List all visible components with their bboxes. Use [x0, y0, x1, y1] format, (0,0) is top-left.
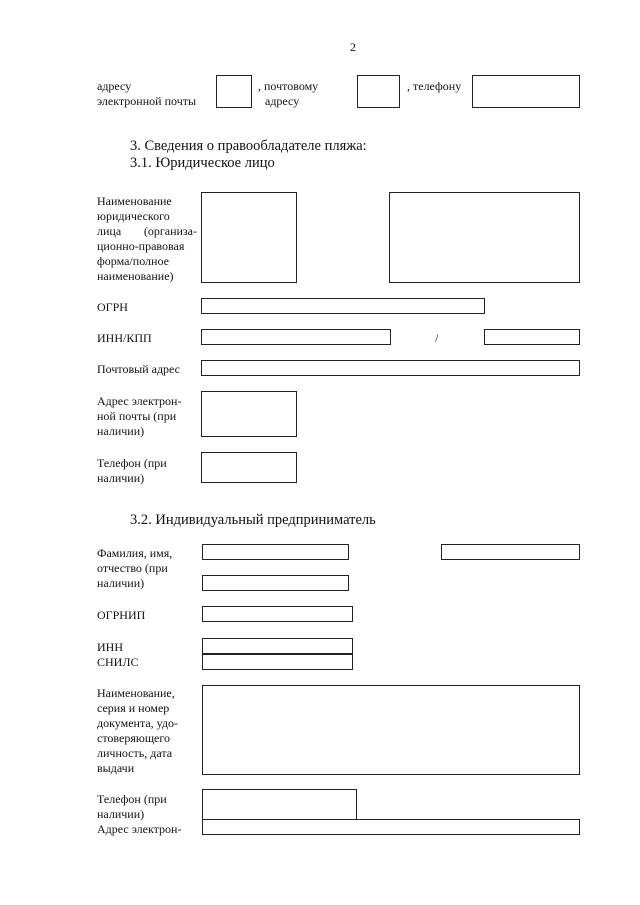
org-name-label-line4: ционно-правовая: [97, 239, 185, 253]
ip-email-label-partial: Адрес электрон-: [97, 822, 182, 836]
id-doc-label-line1: Наименование,: [97, 686, 175, 700]
fio-label-line3: наличии): [97, 576, 145, 590]
patronymic-field[interactable]: [202, 575, 349, 591]
page-number: 2: [350, 40, 356, 54]
fio-label-line1: Фамилия, имя,: [97, 546, 173, 560]
org-phone-label-line1: Телефон (при: [97, 456, 167, 470]
org-email-field[interactable]: [201, 391, 297, 437]
postal-address-label: Почтовый адрес: [97, 362, 181, 376]
id-document-field[interactable]: [202, 685, 580, 775]
ogrnip-field[interactable]: [202, 606, 353, 622]
ip-phone-field[interactable]: [202, 789, 357, 820]
org-name-label-line5: форма/полное: [97, 254, 169, 268]
id-doc-label-line2: серия и номер: [97, 701, 170, 715]
ip-inn-label: ИНН: [97, 640, 123, 654]
section-3-2-title: 3.2. Индивидуальный предприниматель: [130, 512, 376, 528]
ogrn-label: ОГРН: [97, 300, 128, 314]
ip-phone-label-line2: наличии): [97, 807, 145, 821]
org-phone-label-line2: наличии): [97, 471, 145, 485]
org-form-field[interactable]: [201, 192, 297, 283]
id-doc-label-line5: личность, дата: [97, 746, 173, 760]
ip-phone-label-line1: Телефон (при: [97, 792, 167, 806]
org-email-label-line2: ной почты (при: [97, 409, 177, 423]
last-name-field[interactable]: [202, 544, 349, 560]
ogrn-field[interactable]: [201, 298, 485, 314]
org-name-label-line2: юридического: [97, 209, 170, 223]
org-full-name-field[interactable]: [389, 192, 580, 283]
ip-inn-field[interactable]: [202, 638, 353, 654]
org-name-label-line6: наименование): [97, 269, 174, 283]
snils-field[interactable]: [202, 654, 353, 670]
ogrnip-label: ОГРНИП: [97, 608, 146, 622]
org-email-label-line1: Адрес электрон-: [97, 394, 182, 408]
inn-kpp-separator: /: [435, 331, 439, 345]
org-name-label-line1: Наименование: [97, 194, 172, 208]
snils-label: СНИЛС: [97, 655, 139, 669]
section-3-title: 3. Сведения о правообладателе пляжа:: [130, 138, 367, 154]
org-email-label-line3: наличии): [97, 424, 145, 438]
org-name-label-line3: лица (организа-: [97, 224, 197, 238]
email-address-label-line2: электронной почты: [97, 94, 197, 108]
postal-address-label-line2: адресу: [265, 94, 300, 108]
first-name-field[interactable]: [441, 544, 580, 560]
ip-email-field[interactable]: [202, 819, 580, 835]
fio-label-line2: отчество (при: [97, 561, 168, 575]
postal-address-label-line1: , почтовому: [258, 79, 319, 93]
org-phone-field[interactable]: [201, 452, 297, 483]
section-3-1-title: 3.1. Юридическое лицо: [130, 155, 275, 171]
email-checkbox[interactable]: [216, 75, 252, 108]
id-doc-label-line4: стоверяющего: [97, 731, 171, 745]
inn-kpp-label: ИНН/КПП: [97, 331, 152, 345]
inn-field[interactable]: [201, 329, 391, 345]
phone-checkbox[interactable]: [472, 75, 580, 108]
email-address-label-line1: адресу: [97, 79, 132, 93]
id-doc-label-line3: документа, удо-: [97, 716, 179, 730]
phone-label: , телефону: [407, 79, 462, 93]
postal-address-field[interactable]: [201, 360, 580, 376]
postal-checkbox[interactable]: [357, 75, 400, 108]
kpp-field[interactable]: [484, 329, 580, 345]
id-doc-label-line6: выдачи: [97, 761, 135, 775]
